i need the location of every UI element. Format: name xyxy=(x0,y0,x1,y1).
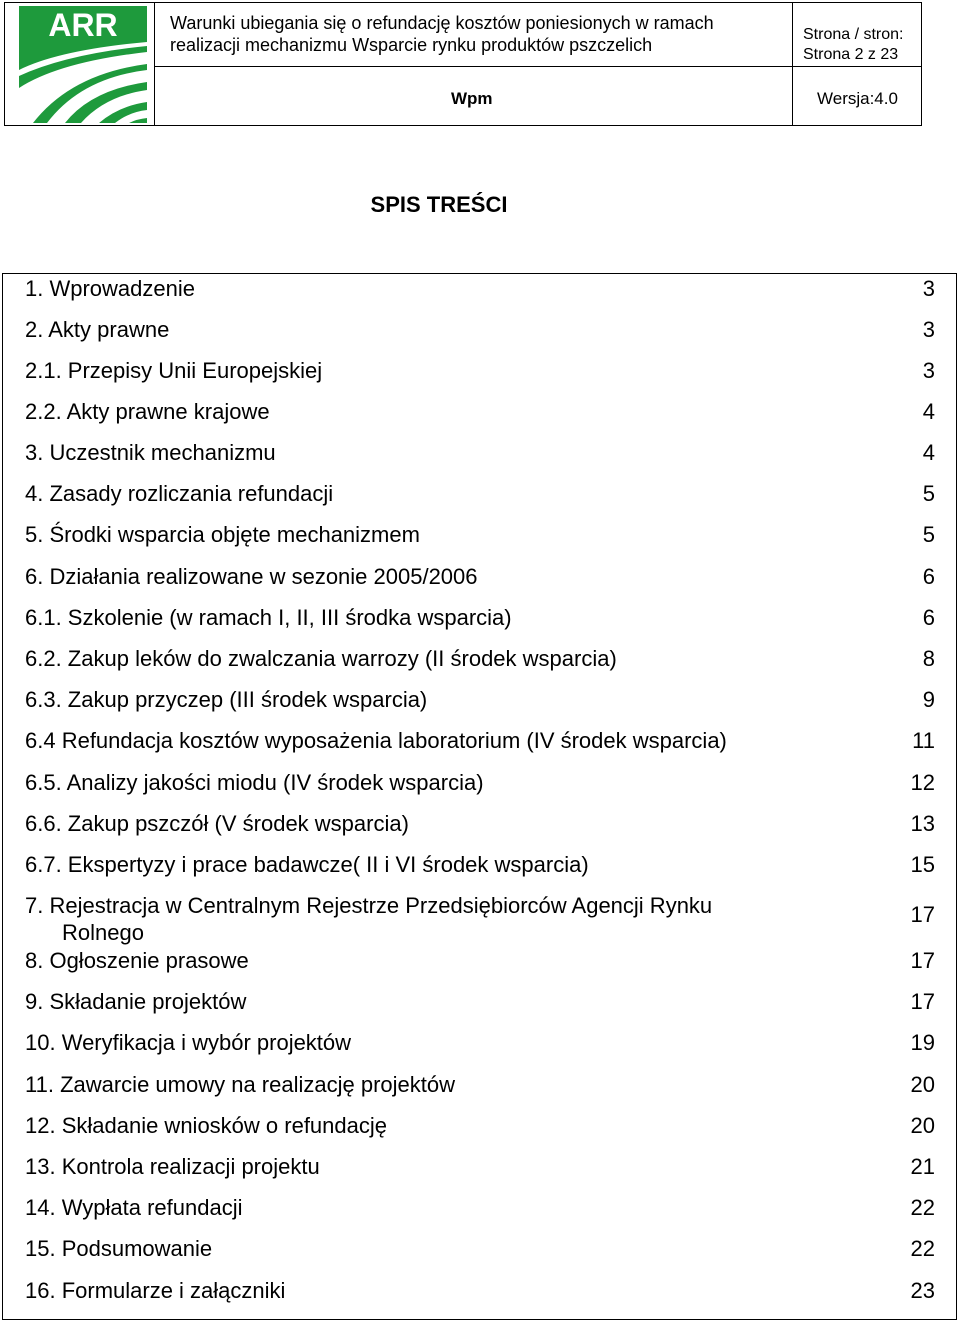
page-value: Strona 2 z 23 xyxy=(803,46,899,63)
document-version: Wersja:4.0 xyxy=(817,89,898,108)
toc-entry-10[interactable]: 10. Weryfikacja i wybór projektów xyxy=(25,1030,352,1055)
toc-page-6: 6 xyxy=(922,564,935,589)
toc-page-12: 20 xyxy=(910,1113,935,1138)
toc-entry-6-2[interactable]: 6.2. Zakup leków do zwalczania warrozy (II środek wsparcia) xyxy=(25,646,617,671)
toc-entry-5[interactable]: 5. Środki wsparcia objęte mechanizmem xyxy=(25,522,420,547)
toc-page-7: 17 xyxy=(910,902,935,927)
toc-page-4: 5 xyxy=(922,481,935,506)
toc-entry-6-5[interactable]: 6.5. Analizy jakości miodu (IV środek wsparcia) xyxy=(25,770,484,795)
toc-page-2-1: 3 xyxy=(922,358,935,383)
toc-entry-13[interactable]: 13. Kontrola realizacji projektu xyxy=(25,1154,320,1179)
arr-logo xyxy=(19,6,147,123)
toc-entry-4[interactable]: 4. Zasady rozliczania refundacji xyxy=(25,481,334,506)
toc-entry-7[interactable] xyxy=(25,892,835,946)
toc-entry-8[interactable]: 8. Ogłoszenie prasowe xyxy=(25,948,249,973)
toc-page-16: 23 xyxy=(910,1278,935,1303)
toc-page-8: 17 xyxy=(910,948,935,973)
toc-page-6-5: 12 xyxy=(910,770,935,795)
toc-page-6-1: 6 xyxy=(922,605,935,630)
document-header xyxy=(4,2,922,126)
logo-cell xyxy=(5,3,155,125)
toc-entry-6[interactable]: 6. Działania realizowane w sezonie 2005/2006 xyxy=(25,564,478,589)
toc-entry-11[interactable]: 11. Zawarcie umowy na realizację projektów xyxy=(25,1072,455,1097)
title-line-2: realizacji mechanizmu Wsparcie rynku produktów pszczelich xyxy=(170,35,653,55)
toc-entry-16[interactable]: 16. Formularze i załączniki xyxy=(25,1278,286,1303)
toc-entry-7-line-2: Rolnego xyxy=(62,920,144,945)
toc-entry-6-3[interactable]: 6.3. Zakup przyczep (III środek wsparcia) xyxy=(25,687,428,712)
toc-entry-2[interactable]: 2. Akty prawne xyxy=(25,317,170,342)
page-info xyxy=(793,3,921,67)
document-code: Wpm xyxy=(155,67,793,125)
toc-entry-6-4[interactable]: 6.4 Refundacja kosztów wyposażenia laboratorium (IV środek wsparcia) xyxy=(25,728,727,753)
toc-page-11: 20 xyxy=(910,1072,935,1097)
toc-entry-14[interactable]: 14. Wypłata refundacji xyxy=(25,1195,243,1220)
toc-entry-2-2[interactable]: 2.2. Akty prawne krajowe xyxy=(25,399,270,424)
logo-text: ARR xyxy=(48,7,118,43)
document-title xyxy=(155,3,793,67)
toc-entry-1[interactable]: 1. Wprowadzenie xyxy=(25,276,195,301)
table-of-contents xyxy=(2,273,957,1320)
toc-entry-3[interactable]: 3. Uczestnik mechanizmu xyxy=(25,440,276,465)
page-label: Strona / stron: xyxy=(803,26,904,43)
toc-entry-6-1[interactable]: 6.1. Szkolenie (w ramach I, II, III środka wsparcia) xyxy=(25,605,512,630)
toc-page-10: 19 xyxy=(910,1030,935,1055)
toc-page-3: 4 xyxy=(922,440,935,465)
toc-heading: SPIS TREŚCI xyxy=(370,192,508,217)
toc-entry-12[interactable]: 12. Składanie wniosków o refundację xyxy=(25,1113,388,1138)
toc-page-14: 22 xyxy=(910,1195,935,1220)
toc-page-6-2: 8 xyxy=(922,646,935,671)
toc-page-5: 5 xyxy=(922,522,935,547)
toc-entry-6-6[interactable]: 6.6. Zakup pszczół (V środek wsparcia) xyxy=(25,811,409,836)
toc-page-6-7: 15 xyxy=(910,852,935,877)
toc-page-2: 3 xyxy=(922,317,935,342)
toc-page-2-2: 4 xyxy=(922,399,935,424)
toc-page-1: 3 xyxy=(922,276,935,301)
toc-page-6-3: 9 xyxy=(922,687,935,712)
toc-page-15: 22 xyxy=(910,1236,935,1261)
toc-entry-6-7[interactable]: 6.7. Ekspertyzy i prace badawcze( II i VI środek wsparcia) xyxy=(25,852,589,877)
toc-entry-9[interactable]: 9. Składanie projektów xyxy=(25,989,247,1014)
toc-page-6-6: 13 xyxy=(910,811,935,836)
title-line-1: Warunki ubiegania się o refundację kosztów poniesionych w ramach xyxy=(170,13,714,33)
toc-page-9: 17 xyxy=(910,989,935,1014)
toc-entry-2-1[interactable]: 2.1. Przepisy Unii Europejskiej xyxy=(25,358,323,383)
toc-page-6-4: 11 xyxy=(912,728,935,753)
toc-page-13: 21 xyxy=(910,1154,935,1179)
toc-entry-7-line-1: 7. Rejestracja w Centralnym Rejestrze Przedsiębiorców Agencji Rynku xyxy=(25,893,713,918)
toc-entry-15[interactable]: 15. Podsumowanie xyxy=(25,1236,213,1261)
